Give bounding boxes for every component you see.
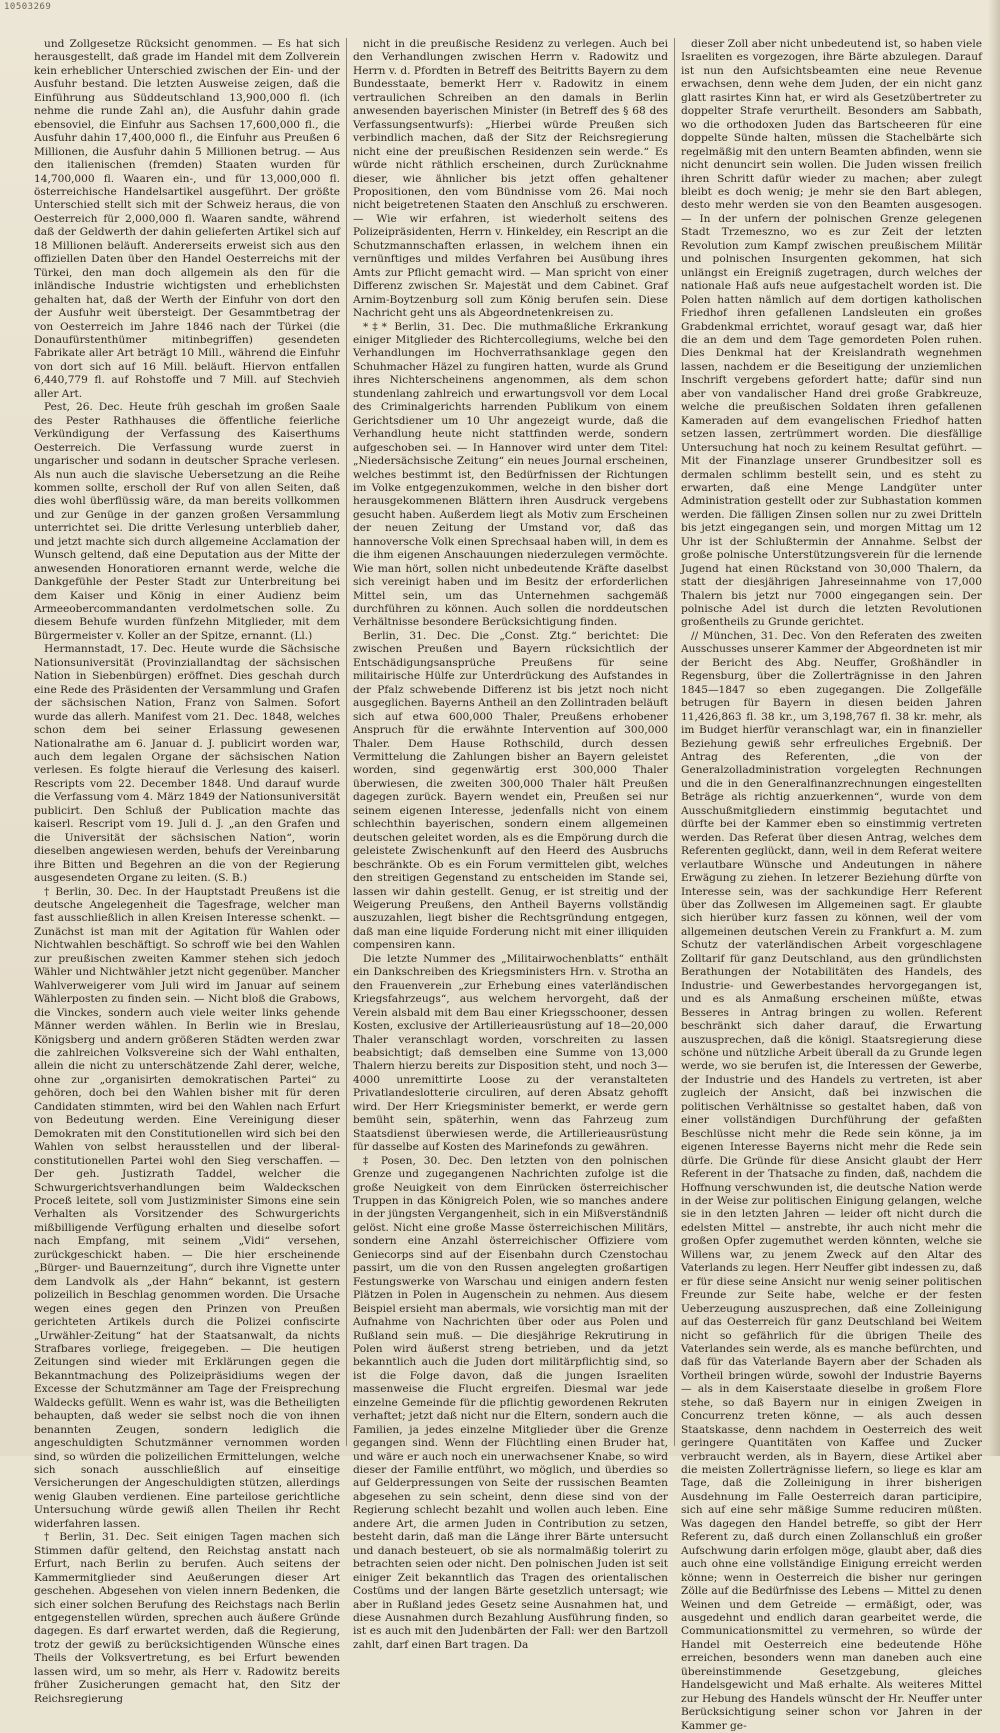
text-columns (28, 38, 988, 1732)
article-paragraph: dieser Zoll aber nicht unbedeutend ist, so haben viele Israeliten es vorgezogen, ihre Bärte abzulegen. Darauf ist nun den Aufsichtsbeamten eine neue Revenue erwachsen, denn wehe dem Juden, der ein nicht ganz glatt rasirtes Kinn hat, er wird als Gesetzübertreter zu doppelter Strafe verurtheilt. Besonders am Sabbath, wo die orthodoxen Juden das Bartscheeren für eine doppelte Sünde halten, müssen die Stachelbärte sich regelmäßig mit den untern Beamten abfinden, wenn sie nicht denuncirt sein wollen. Die Juden wissen freilich ihren Schritt dafür wieder zu machen; aber zulegt bleibt es doch wenig; je mehr sie den Bart ablegen, desto mehr werden sie von den Beamten ausgesogen. — In der unfern der polnischen Grenze gelegenen Stadt Trzemeszno, wo es zur Zeit der letzten Revolution zum Kampf zwischen preußischem Militär und polnischen Insurgenten gekommen, hat sich unlängst ein Ereigniß zugetragen, durch welches der nationale Haß aufs neue aufgestachelt worden ist. Die Polen hatten nämlich auf dem dortigen katholischen Friedhof ihren gefallenen Landsleuten ein großes Grabdenkmal errichtet, worauf gesagt war, daß hier die an dem und dem Tage gemordeten Polen ruhen. Dies Denkmal hat der Kreislandrath wegnehmen lassen, nachdem er die Beseitigung der unziemlichen Inschrift vergebens gefordert hatte; dafür sind nun aber von vandalischer Hand drei große Grabkreuze, welche die preußischen Soldaten ihren gefallenen Kameraden auf dem evangelischen Friedhof hatten setzen lassen, zertrümmert worden. Die diesfällige Untersuchung hat noch zu keinem Resultat geführt. — Mit der Finanzlage unserer Grundbesitzer soll es dermalen schlimm bestellt sein, und es steht zu erwarten, daß eine Menge Landgüter unter Administration gestellt oder zur Subhastation kommen werden. Die fälligen Zinsen sollen nur zu zwei Dritteln bis jetzt eingegangen sein, und morgen Mittag um 12 Uhr ist der Schlußtermin der Annahme. Selbst der große polnische Unterstützungsverein für die lernende Jugend hat einen Rückstand von 30,000 Thalern, da statt der diesjährigen Jahreseinnahme von 17,000 Thalern bis jetzt nur 7000 eingegangen sein. Der polnische Adel ist durch die letzten Revolutionen großentheils zu Grunde gerichtet. (681, 38, 982, 629)
article-paragraph: // München, 31. Dec. Von den Referaten des zweiten Ausschusses unserer Kammer der Abgeordneten ist mir der Bericht des Abg. Neuffer, Großhändler in Regensburg, über die Zollerträgnisse in den Jahren 1845—1847 so eben zugegangen. Die Zollgefälle betrugen für Bayern in diesen beiden Jahren 11,426,863 fl. 38 kr., um 3,198,767 fl. 38 kr. mehr, als im Budget hierfür veranschlagt war, ein in finanzieller Beziehung gewiß sehr erfreuliches Ergebniß. Der Antrag des Referenten, „die von der Generalzolladministration vorgelegten Rechnungen und die in den Generalfinanzrechnungen eingestellten Beträge als richtig anzuerkennen“, wurde von dem Ausschußmitgliedern einstimmig begutachtet und dürfte bei der Kammer eben so einstimmig vertreten werden. Das Referat über diesen Antrag, welches dem Referenten geglückt, dann, weil in dem Referat weitere verlautbare Wünsche und Andeutungen in nähere Erwägung zu ziehen. In letzerer Beziehung dürfte von Interesse sein, was der sachkundige Herr Referent über das Zollwesen im Allgemeinen sagt. Er glaubte sich hierüber kurz fassen zu können, weil der vom allgemeinen deutschen Verein zu Frankfurt a. M. zum Schutz der vaterländischen Arbeit vorgeschlagene Zolltarif für ganz Deutschland, aus den gründlichsten Berathungen der Notabilitäten des Handels, des Industrie- und Gewerbestandes hervorgegangen ist, und es als Anmaßung erscheinen müßte, etwas Besseres in Antrag bringen zu wollen. Referent beschränkt sich daher darauf, die Erwartung auszusprechen, daß die königl. Staatsregierung diese schöne und nützliche Arbeit überall da zu Grunde legen werde, wo sie berufen ist, die Interessen der Gewerbe, der Industrie und des Handels zu vertreten, ist aber zugleich der Ansicht, daß bei inzwischen die politischen Verhältnisse so gestaltet haben, daß von einer vollständigen Durchführung der gefaßten Beschlüsse nicht mehr die Rede sein könne, ja im eigenen Interesse Bayerns nicht mehr die Rede sein dürfe. Die Gründe für diese Ansicht glaubt der Herr Referent in der Thatsache zu finden, daß, nachdem die Hoffnung verschwunden ist, die deutsche Nation werde in der Weise zur politischen Einigung gelangen, welche sie in den letzten Jahren — leider oft nicht durch die edelsten Mittel — anstrebte, ihr auch nicht mehr die großen Opfer zugemuthet werden könnten, welche sie Willens war, zu jenem Zweck auf den Altar des Vaterlands zu legen. Herr Neuffer gibt indessen zu, daß er für diese seine Ansicht nur wenig seiner politischen Freunde zur Seite habe, welche er der festen Ueberzeugung auszusprechen, daß eine Zolleinigung auf das Oesterreich für ganz Deutschland bei Weitem nicht so gefährlich für die übrigen Theile des Vaterlandes sein werde, als es manche befürchten, und daß für das Vaterlande Bayern aber der Schaden als Vortheil bringen würde, sowohl der Industrie Bayerns — als in dem Kaiserstaate dieselbe in großem Flore stehe, so daß Bayern nur in einigen Zweigen in Concurrenz treten könne, — als auch dessen Staatskasse, denn nachdem in Oesterreich des weit geringere Quantitäten von Kaffee und Zucker verbraucht werden, als in Bayern, diese Artikel aber die meisten Zollerträgnisse liefern, so liege es klar am Tage, daß die Zolleinigung in ihrer bisherigen Ausdehnung im Falle Oesterreich daran participire, sich auf eine sehr mäßige Summe reduciren müßten. Was dagegen den Handel betreffe, so gibt der Herr Referent zu, daß durch einen Zollanschluß ein großer Aufschwung darin erfolgen möge, glaubt aber, daß dies auch ohne eine vollständige Einigung erreicht werden könne; wenn in Oesterreich die bisher nur geringen Zölle auf die Bedürfnisse des Lebens — Mittel zu denen Weinen und dem Getreide — ermäßigt, oder, was ausgedehnt und endlich daran gearbeitet werde, die Communicationsmittel zu vermehren, so würde der Handel mit Oesterreich eine bedeutende Höhe erreichen, besonders wenn man daneben auch eine übereinstimmende Gesetzgebung, gleiches Handelsgewicht und Maß erhalte. Als weiteres Mittel zur Hebung des Handels wünscht der Hr. Neuffer unter Berücksichtigung seiner schon vor Jahren in der Kammer ge- (681, 629, 983, 1732)
article-paragraph: ‡ Posen, 30. Dec. Den letzten von den polnischen Grenze und zugegangenen Nachrichten zufolge ist die große Neuigkeit von dem Einrücken österreichischer Truppen in das Königreich Polen, wie so manches andere in der jüngsten Vergangenheit, sich in ein Mißverständniß gelöst. Nicht eine große Masse österreichischen Militärs, sondern eine Anzahl österreichischer Offiziere vom Geniecorps sind auf der Eisenbahn durch Czenstochau passirt, um die von den Russen angelegten großartigen Festungswerke von Warschau und einigen andern festen Plätzen in Polen in Augenschein zu nehmen. Aus diesem Beispiel ersieht man abermals, wie vorsichtig man mit der Aufnahme von Nachrichten über oder aus Polen und Rußland sein muß. — Die diesjährige Rekrutirung in Polen wird äußerst streng betrieben, und da jetzt bekanntlich auch die Juden dort militärpflichtig sind, so ist die Folge davon, daß die jungen Israeliten massenweise die Flucht ergreifen. Diesmal war jede einzelne Gemeinde für die pflichtig gewordenen Rekruten verhaftet; jetzt daß nicht nur die Eltern, sondern auch die Familien, ja jedes einzelne Mitglieder über die Grenze gegangen sind. Wenn der Flüchtling einen Bruder hat, und wäre er auch noch ein unerwachsener Knabe, so wird dieser der Familie entführt, wo möglich, und überdies so auf Gelderpressungen von Seite der russischen Beamten abgesehen zu sein scheint, denn diese sind von der Regierung schlecht bezahlt und wollen auch leben. Eine andere Art, die armen Juden in Contribution zu setzen, besteht darin, daß man die Länge ihrer Bärte untersucht und danach besteuert, ob sie als normalmäßig tolerirt zu betrachten seien oder nicht. Den polnischen Juden ist seit einiger Zeit bekanntlich das Tragen des orientalischen Costüms und der langen Bärte gesetzlich untersagt; wie aber in Rußland jedes Gesetz seine Ausnahmen hat, und diese Ausnahmen durch Bezahlung Ausführung finden, so ist es auch mit den Judenbärten der Fall: wer den Bartzoll zahlt, darf einen Bart tragen. Da (353, 1154, 668, 1651)
article-paragraph: *‡* Berlin, 31. Dec. Die muthmaßliche Erkrankung einiger Mitglieder des Richtercollegiums, welche bei den Verhandlungen im Hochverrathsanklage gegen den Schuhmacher Häzel zu fungiren hatten, wurde als Grund ihres Nichterscheinens angenommen, als dem schon stundenlang zahlreich und erwartungsvoll vor dem Local des Criminalgerichts harrenden Publikum von einem Gerichtsdiener um 10 Uhr angezeigt wurde, daß die Verhandlung heute nicht stattfinden werde, sondern aufgeschoben sei. — In Hannover wird unter dem Titel: „Niedersächsische Zeitung“ ein neues Journal erscheinen, welches bestimmt ist, den Bedürfnissen der Richtungen im Volke entgegenzukommen, welche in den bisher dort herausgekommenen Blättern ihren Ausdruck vergebens gesucht haben. Außerdem liegt als Motiv zum Erscheinen der neuen Zeitung der Umstand vor, daß das hannoversche Volk einen Sprechsaal haben will, in dem es die ihm eigenen Anschauungen niederzulegen vermöchte. Wie man hört, sollen nicht unbedeutende Kräfte daselbst sich vereinigt haben und im Besitz der erforderlichen Mittel sein, um das Unternehmen sachgemäß durchführen zu können. Auch sollen die norddeutschen Verhältnisse besondere Berücksichtigung finden. (353, 320, 668, 629)
column-3 (674, 38, 988, 1732)
article-paragraph: Hermannstadt, 17. Dec. Heute wurde die Sächsische Nationsuniversität (Provinziallandtag der sächsischen Nation in Siebenbürgen) eröffnet. Dies geschah durch eine Rede des Präsidenten der Versammlung und Grafen der sächsischen Nation, Franz von Salmen. Sofort wurde das allerh. Manifest vom 21. Dec. 1848, welches schon dem bei seiner Erlassung gewesenen Nationalrathe am 6. Januar d. J. publicirt worden war, auch dem legalen Organe der sächsischen Nation verlesen. Es folgte hierauf die Verlesung des kaiserl. Rescripts vom 22. December 1848. Und darauf wurde die Verfassung vom 4. März 1849 der Nationsuniversität publicirt. Den Schluß der Publication machte das kaiserl. Rescript vom 19. Juli d. J. „an den Grafen und die Universität der sächsischen Nation“, worin dieselben angewiesen werden, behufs der Vereinbarung ihre Bitten und Begehren an die von der Regierung ausgesendeten Organe zu leiten. (S. B.) (34, 643, 340, 885)
article-paragraph: † Berlin, 30. Dec. In der Hauptstadt Preußens ist die deutsche Angelegenheit die Tagesfrage, welcher man fast ausschließlich in allen Kreisen Interesse schenkt. — Zunächst ist man mit der Agitation für Wahlen oder Nichtwahlen beschäftigt. So schroff wie bei den Wahlen zur preußischen zweiten Kammer stehen sich jedoch Wähler und Nichtwähler jetzt nicht gegenüber. Mancher Wahlverweigerer vom Juli wird im Januar auf seinem Wählerposten zu finden sein. — Nicht bloß die Grabows, die Vinckes, sondern auch viele weiter links gehende Männer werden wählen. In Berlin wie in Breslau, Königsberg und andern größeren Städten werden zwar die zahlreichen Volksvereine sich der Wahl enthalten, allein die nicht zu unterschätzende Zahl derer, welche, ohne zur „organisirten demokratischen Partei“ zu gehören, doch bei den Wahlen bisher mit für deren Candidaten stimmten, wird bei den Wahlen nach Erfurt von Bedeutung werden. Eine Vereinigung dieser Demokraten mit den Constitutionellen wird sich bei den Wahlen von selbst herausstellen und der liberal-constitutionellen Partei wohl den Sieg verschaffen. — Der geh. Justizrath Taddel, welcher die Schwurgerichtsverhandlungen beim Waldeckschen Proceß leitete, soll vom Justizminister Simons eine sein Verhalten als Vorsitzender des Schwurgerichts mißbilligende Verfügung erhalten und dieselbe sofort nach Empfang, mit seinem „Vidi“ versehen, zurückgeschickt haben. — Die hier erscheinende „Bürger- und Bauernzeitung“, durch ihre Vignette unter dem Landvolk als „der Hahn“ bekannt, ist gestern polizeilich in Beschlag genommen worden. Die Ursache wegen eines gegen den Prinzen von Preußen gerichteten Artikels durch die Polizei confiscirte „Urwähler-Zeitung“ hat der Staatsanwalt, da nichts Strafbares vorliege, freigegeben. — Die heutigen Zeitungen sind wieder mit Erklärungen gegen die Bekanntmachung des Polizeipräsidiums wegen der Excesse der Schutzmänner am Tage der Freisprechung Waldecks gefüllt. Wenn es wahr ist, was die Betheiligten behaupten, daß weder sie selbst noch die von ihnen benannten Zeugen, sondern lediglich die angeschuldigten Schutzmänner vernommen worden sind, so würden die polizeilichen Ermittelungen, welche sich sonach ausschließlich auf einseitige Versicherungen der Angeschuldigten stützen, allerdings wenig Glauben verdienen. Eine parteilose gerichtliche Untersuchung würde gewiß allen Theilen ihr Recht widerfahren lassen. (34, 885, 340, 1530)
page-edge-shadow (988, 0, 1000, 1456)
article-paragraph: Die letzte Nummer des „Militairwochenblatts“ enthält ein Dankschreiben des Kriegsministers Hrn. v. Strotha an den Frauenverein „zur Erhebung eines vaterländischen Kriegsfahrzeugs“, aus welchem hervorgeht, daß der Verein alsbald mit dem Bau einer Kriegsschooner, dessen Kosten, exclusive der Artillerieausrüstung auf 18—20,000 Thaler veranschlagt worden, vorschreiten zu lassen beabsichtigt; daß demselben eine Summe von 13,000 Thalern hierzu bereits zur Disposition steht, und noch 3—4000 unremittirte Loose zu der veranstalteten Privatlandeslotterie circuliren, auf deren Absatz gehofft wird. Der Herr Kriegsminister bemerkt, er werde gern bemüht sein, späterhin, wenn das Fahrzeug zum Staatsdienst überwiesen werde, die Artillerieausrüstung für dasselbe auf Kosten des Marinefonds zu gewähren. (353, 952, 668, 1154)
article-paragraph: nicht in die preußische Residenz zu verlegen. Auch bei den Verhandlungen zwischen Herrn v. Radowitz und Herrn v. d. Pfordten in Betreff des Beitritts Bayern zu dem Bundesstaate, bemerkt Herr v. Radowitz in einem vertraulichen Schreiben an den damals in Berlin anwesenden bayerischen Minister (in Betreff des § 68 des Verfassungsentwurfs): „Hierbei würde Preußen sich verbindlich machen, daß der Sitz der Reichsregierung nicht eine der preußischen Residenzen sein werde.“ Es würde nicht räthlich erscheinen, durch Zurücknahme dieser, wie ähnlicher bis jetzt offen gehaltener Propositionen, den vom Bündnisse vom 26. Mai noch nicht beigetretenen Staaten den Anschluß zu erschweren. — Wie wir erfahren, ist wiederholt seitens des Polizeipräsidenten, Herrn v. Hinkeldey, ein Rescript an die Schutzmannschaften erlassen, in welchem ihnen ein vernünftiges und mildes Verfahren bei Ausübung ihres Amts zur Pflicht gemacht wird. — Man spricht von einer Differenz zwischen Sr. Majestät und dem Cabinet. Graf Arnim-Boytzenburg soll zum König berufen sein. Diese Nachricht geht uns als Abgeordnetenkreisen zu. (353, 38, 668, 320)
article-paragraph: † Berlin, 31. Dec. Seit einigen Tagen machen sich Stimmen dafür geltend, den Reichstag anstatt nach Erfurt, nach Berlin zu berufen. Auch seitens der Kammermitglieder sind Aeußerungen dieser Art geschehen. Abgesehen von vielen innern Bedenken, die sich einer solchen Berufung des Reichstags nach Berlin entgegenstellen würden, sprechen auch äußere Gründe dagegen. Es darf erwartet werden, daß die Regierung, trotz der gewiß zu berücksichtigenden Wünsche eines Theils der Volksvertretung, es bei Erfurt bewenden lassen wird, um so mehr, als Herr v. Radowitz bereits früher Zusicherungen gemacht hat, den Sitz der Reichsregierung (34, 1531, 340, 1705)
column-2 (346, 38, 674, 1651)
article-paragraph: Berlin, 31. Dec. Die „Const. Ztg.“ berichtet: Die zwischen Preußen und Bayern rücksichtlich der Entschädigungsansprüche Preußens für seine militairische Hülfe zur Unterdrückung des Aufstandes in der Pfalz schwebende Differenz ist bis jetzt noch nicht ausgeglichen. Bayerns Antheil an den Zollintraden beläuft sich auf etwa 600,000 Thaler, Preußens erhobener Anspruch für die erwähnte Intervention auf 300,000 Thaler. Dem Hause Rothschild, durch dessen Vermittelung die Zahlungen bisher an Bayern geleistet worden, sind gegenwärtig erst 300,000 Thaler überwiesen, die zweiten 300,000 Thaler hält Preußen dagegen zurück. Bayern wendet ein, Preußen sei nur seinem eigenen Interesse, jedenfalls nicht von einem schlechthin bayerischen, sondern einem allgemeinen deutschen geleitet worden, als es die Empörung durch die geleistete Zwischenkunft auf den Heerd des Ausbruchs beschränkte. Ob es ein Forum vermittelen gibt, welches den streitigen Gegenstand zu entscheiden im Stande sei, lassen wir dahin gestellt. Genug, er ist streitig und der Weigerung Preußens, den Antheil Bayerns vollständig auszuzahlen, liegt bisher die Rechtsgründung entgegen, daß man eine liquide Forderung nicht mit einer illiquiden compensiren kann. (353, 629, 668, 952)
article-paragraph: und Zollgesetze Rücksicht genommen. — Es hat sich herausgestellt, daß grade im Handel mit dem Zollverein kein erheblicher Unterschied zwischen der Ein- und der Ausfuhr bestand. Die letzten Ausweise zeigen, daß die Einführung aus Süddeutschland 13,900,000 fl. (ich nehme die runde Zahl an), die Ausfuhr dahin grade ebensoviel, die Einfuhr aus Sachsen 17,600,000 fl., die Ausfuhr dahin 17,400,000 fl., die Einfuhr aus Preußen 6 Millionen, die Ausfuhr dahin 5 Millionen betrug. — Aus den italienischen (fremden) Staaten wurden für 14,700,000 fl. Waaren ein-, und für 13,000,000 fl. österreichische Handelsartikel ausgeführt. Der größte Unterschied stellt sich mit der Schweiz heraus, die von Oesterreich für 2,000,000 fl. Waaren sandte, während daß der Geldwerth der dahin gelieferten Artikel sich auf 18 Millionen beläuft. Andererseits erweist sich aus den offiziellen Daten über den Handel Oesterreichs mit der Türkei, den man doch allgemein als den für die inländische Industrie wichtigsten und erheblichsten gehalten hat, daß der Werth der Einfuhr von dort den der Ausfuhr weit übersteigt. Der Gesammtbetrag der von Oesterreich im Jahre 1846 nach der Türkei (die Donaufürstenthümer mitinbegriffen) gesendeten Fabrikate aller Art beträgt 10 Mill., während die Einfuhr von dort sich auf 16 Mill. beläuft. Hiervon entfallen 6,440,779 fl. auf Rohstoffe und 7 Mill. auf Stechvieh aller Art. (34, 38, 340, 400)
article-paragraph: Pest, 26. Dec. Heute früh geschah im großen Saale des Pester Rathhauses die öffentliche feierliche Verkündigung der Verfassung des Kaiserthums Oesterreich. Die Verfassung wurde zuerst in ungarischer und sodann in deutscher Sprache verlesen. Als nun auch die slavische Uebersetzung an die Reihe kommen sollte, erscholl der Ruf von allen Seiten, daß dies wohl überflüssig wäre, da man bereits vollkommen und zur Genüge in der ganzen großen Versammlung unterrichtet sei. Die dritte Verlesung unterblieb daher, und jetzt machte sich durch allgemeine Acclamation der Wunsch geltend, daß eine Deputation aus der Mitte der anwesenden Honoratioren ernannt werde, welche die Dankgefühle der Pester Stadt zur Unterbreitung bei dem Kaiser und König in einer Audienz beim Armeeobercommandanten verdolmetschen solle. Zu diesem Behufe wurden fünfzehn Mitglieder, mit dem Bürgermeister v. Koller an der Spitze, ernannt. (Ll.) (34, 401, 340, 642)
scan-id-label: 10503269 (4, 2, 52, 12)
column-1 (28, 38, 346, 1705)
